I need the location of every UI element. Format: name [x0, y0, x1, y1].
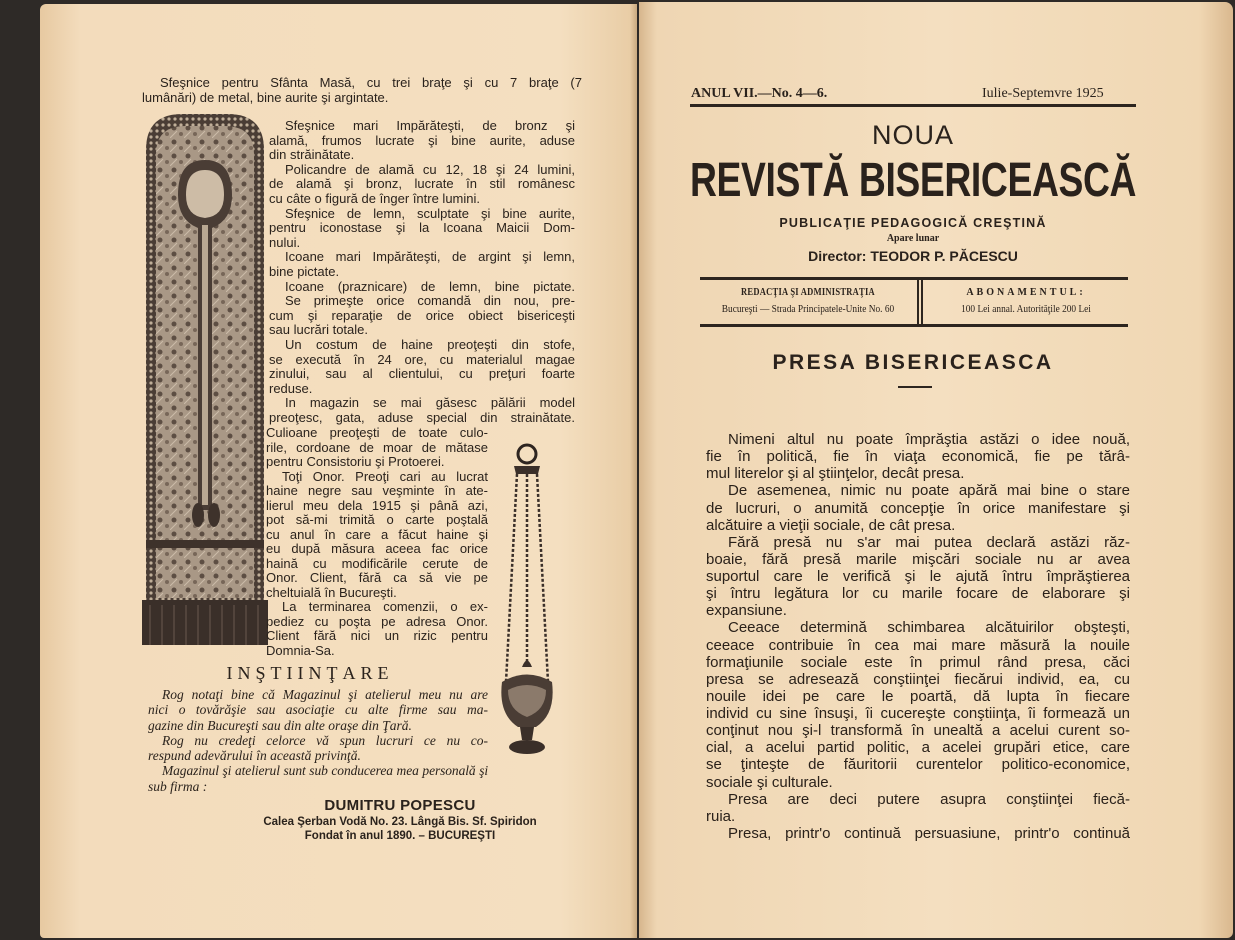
intro-paragraph — [142, 75, 582, 105]
text-line: sub firma : — [148, 778, 208, 794]
text-line: nului. — [269, 235, 301, 250]
text-line: Ceeace determină schimbarea alcătuirilor obşteşti, — [728, 619, 1130, 637]
title-underline — [898, 386, 932, 388]
subscription-title: ABONAMENTUL: — [966, 287, 1086, 298]
text-line: cial, a acelui partid politic, a acelei grupări etice, care — [706, 739, 1130, 757]
frequency: Apare lunar — [886, 233, 940, 244]
masthead-title: REVISTĂ BISERICEASCĂ — [690, 154, 1137, 207]
text-line: cheltuială în Bucureşti. — [266, 585, 397, 600]
text-line: Onor. Client, fără ca să vie pe — [266, 571, 488, 585]
text-line: Toţi Onor. Preoţi cari au lucrat — [282, 469, 488, 484]
text-line: alcătuire a vieţii sociale, de cât presa. — [706, 516, 956, 534]
box-divider — [917, 278, 919, 324]
text-line: eu după măsura aceea fac orice — [266, 542, 488, 556]
text-line: lierul meu dela 1915 şi până azi, — [266, 498, 488, 513]
subscription-price: 100 Lei annal. Autorităţile 200 Lei — [961, 303, 1091, 315]
box-bottom-rule — [700, 324, 1128, 327]
shop-address: Calea Şerban Vodă No. 23. Lângă Bis. Sf. Spiridon — [263, 816, 537, 828]
hanging-censer-illustration — [492, 442, 562, 762]
text-line: Rog nu credeţi celorce vă spun lucruri ce nu co- — [162, 732, 488, 748]
notice-text — [148, 687, 488, 794]
text-line: expansiune. — [706, 602, 787, 620]
text-line: Presa are deci putere asupra conştiinţei fiecă- — [728, 790, 1130, 808]
text-line: reduse. — [269, 381, 313, 396]
text-line: Fără presă nu s'ar mai putea declară astăzi răz- — [728, 533, 1130, 551]
editorial-office-title: REDACŢIA ŞI ADMINISTRAŢIA — [741, 287, 875, 298]
text-line: Sfeşnice de lemn, sculptate şi bine aurite, — [285, 206, 575, 221]
founded-line: Fondat în anul 1890. – BUCUREŞTI — [304, 830, 496, 842]
text-line: se execută în 24 ore, cu materialul magae — [269, 352, 575, 367]
text-line: ruia. — [706, 807, 736, 825]
text-line: se ţinteşte de făuritorii curentelor politico-economice, — [706, 756, 1130, 774]
text-line: haine negre sau veşminte în ate- — [266, 484, 488, 498]
text-line: Rog notaţi bine că Magazinul şi atelierul meu nu are — [162, 687, 488, 702]
text-line: mul literelor şi al ştiinţelor, decât presa. — [706, 465, 965, 483]
text-line: bine pictate. — [269, 264, 340, 279]
text-line: lumânări) de metal, bine aurite şi argintate. — [142, 90, 389, 105]
text-line: In magazin se mai găsesc pălării model — [285, 396, 575, 411]
text-line: De asemenea, nimic nu poate apără mai bine o stare — [728, 482, 1130, 500]
article-title: PRESA BISERICEASCA — [772, 351, 1054, 374]
text-line: Culioane preoţeşti de toate culo- — [266, 426, 488, 440]
text-line: pediez cu poşta pe adresa Onor. — [266, 614, 488, 629]
text-line: sociale şi culturale. — [706, 773, 833, 791]
text-line: nici o tovărăşie sau asociaţie cu alte firme sau ma- — [148, 702, 488, 718]
text-line: Sfeşnice mari Impărăteşti, de bronz şi — [285, 119, 575, 133]
text-line: gazine din Bucureşti sau din alte oraşe din Ţară. — [148, 717, 412, 733]
text-line: de lucruri, o anumită concepţie în orice manifestare şi — [706, 499, 1130, 517]
box-divider-2 — [921, 278, 923, 324]
text-line: preoţesc, gata, aduse special din strainătate. — [269, 410, 575, 425]
text-line: Nimeni altul nu poate împrăştia astăzi o idee nouă, — [728, 431, 1130, 448]
text-line: nouile idei pe care le poartă, dă lupta în fiecare — [706, 687, 1130, 705]
text-line: Se primeşte orice comandă din nou, pre- — [285, 294, 575, 309]
text-line: Sfeşnice pentru Sfânta Masă, cu trei braţe şi cu 7 braţe (7 — [160, 75, 582, 90]
text-line: pot să-mi trimită o carte poştală — [266, 513, 488, 527]
box-top-rule — [700, 277, 1128, 280]
text-line: alamă, frumos lucrate şi bine aurite, aduse — [269, 133, 575, 148]
editorial-office-address: Bucureşti — Strada Principatele-Unite No. 60 — [721, 303, 895, 315]
text-line: pentru iconostase şi la Icoana Maicii Dom- — [269, 221, 575, 236]
text-line: Magazinul şi atelierul sunt sub conducerea mea personală şi — [162, 763, 488, 779]
text-line: din străinătate. — [269, 148, 355, 163]
text-line: La terminarea comenzii, o ex- — [282, 600, 488, 614]
text-line: Icoane mari Impărăteşti, de argint şi lemn, — [285, 250, 575, 265]
issue-number: ANUL VII.—No. 4—6. — [691, 86, 828, 101]
text-line: ceeace contribuie în cea mai mare măsură la nouile — [706, 636, 1130, 654]
text-line: Icoane (praznicare) de lemn, bine pictate. — [285, 279, 575, 294]
text-line: suportul care le verifică şi le ajută întru împrăştierea — [706, 568, 1130, 585]
embroidered-stole-illustration — [142, 110, 268, 650]
text-line: cu anul în care a făcut haine şi — [266, 527, 488, 542]
notice-title: INŞTIINŢARE — [226, 663, 394, 683]
text-line: Client fără nici un rizic pentru — [266, 629, 488, 643]
director-line — [690, 248, 1136, 265]
text-line: formaţiunile sociale este în primul rând presa, căci — [706, 653, 1130, 671]
text-line: sau lucrări totale. — [269, 323, 368, 338]
signature-name: DUMITRU POPESCU — [324, 797, 476, 814]
text-line: cu câte o figură de înger între lumini. — [269, 191, 481, 206]
text-line: haină cu modificările cerute de — [266, 556, 488, 571]
subtitle: PUBLICAŢIE PEDAGOGICĂ CREŞTINĂ — [779, 216, 1047, 230]
right-page — [639, 2, 1233, 938]
text-line: de alamă şi bronz, lucrate în stil românesc — [269, 177, 575, 192]
text-line: boaie, fără presă marile mişcări sociale nu ar avea — [706, 550, 1130, 568]
text-line: Un costum de haine preoţeşti din stofe, — [285, 337, 575, 352]
text-line: presa se adresează conştiinţei fiecărui individ, ea, cu — [706, 670, 1130, 688]
director-label: Director: — [808, 248, 867, 264]
text-line: Presa, printr'o continuă persuasiune, printr'o continuă — [728, 824, 1130, 842]
product-list — [269, 119, 575, 425]
text-line: pentru Consistoriu şi Protoerei. — [266, 455, 445, 469]
issue-date: Iulie-Septemvre 1925 — [982, 86, 1104, 101]
text-line: zinului, sau al clientului, cu preţuri foarte — [269, 367, 575, 382]
text-line: conţinut nou şi-l transformă în unealtă a acelui curent so- — [706, 722, 1130, 740]
article-body — [706, 431, 1130, 842]
text-line: Domnia-Sa. — [266, 643, 335, 658]
text-line: cum şi reparaţie de orice obiect bisericeşti — [269, 308, 575, 323]
text-line: fie în politică, fie în viaţa economică, fie pe tărâ- — [706, 448, 1130, 466]
text-line: rile, cordoane de moar de mătase — [266, 440, 488, 455]
services-text — [266, 426, 488, 658]
text-line: respund adevărului în această privinţă. — [148, 748, 361, 764]
header-rule — [690, 104, 1136, 107]
text-line: Policandre de alamă cu 12, 18 şi 24 lumini, — [285, 162, 575, 177]
text-line: şi întru legătura lor cu marile focare de elaborare şi — [706, 585, 1130, 603]
director-name: TEODOR P. PĂCESCU — [870, 248, 1018, 264]
text-line: individ cu sine însuşi, îi cucereşte conştiinţa, îi formează un — [706, 705, 1130, 722]
masthead-noua: NOUA — [871, 120, 954, 150]
left-page — [40, 4, 637, 938]
